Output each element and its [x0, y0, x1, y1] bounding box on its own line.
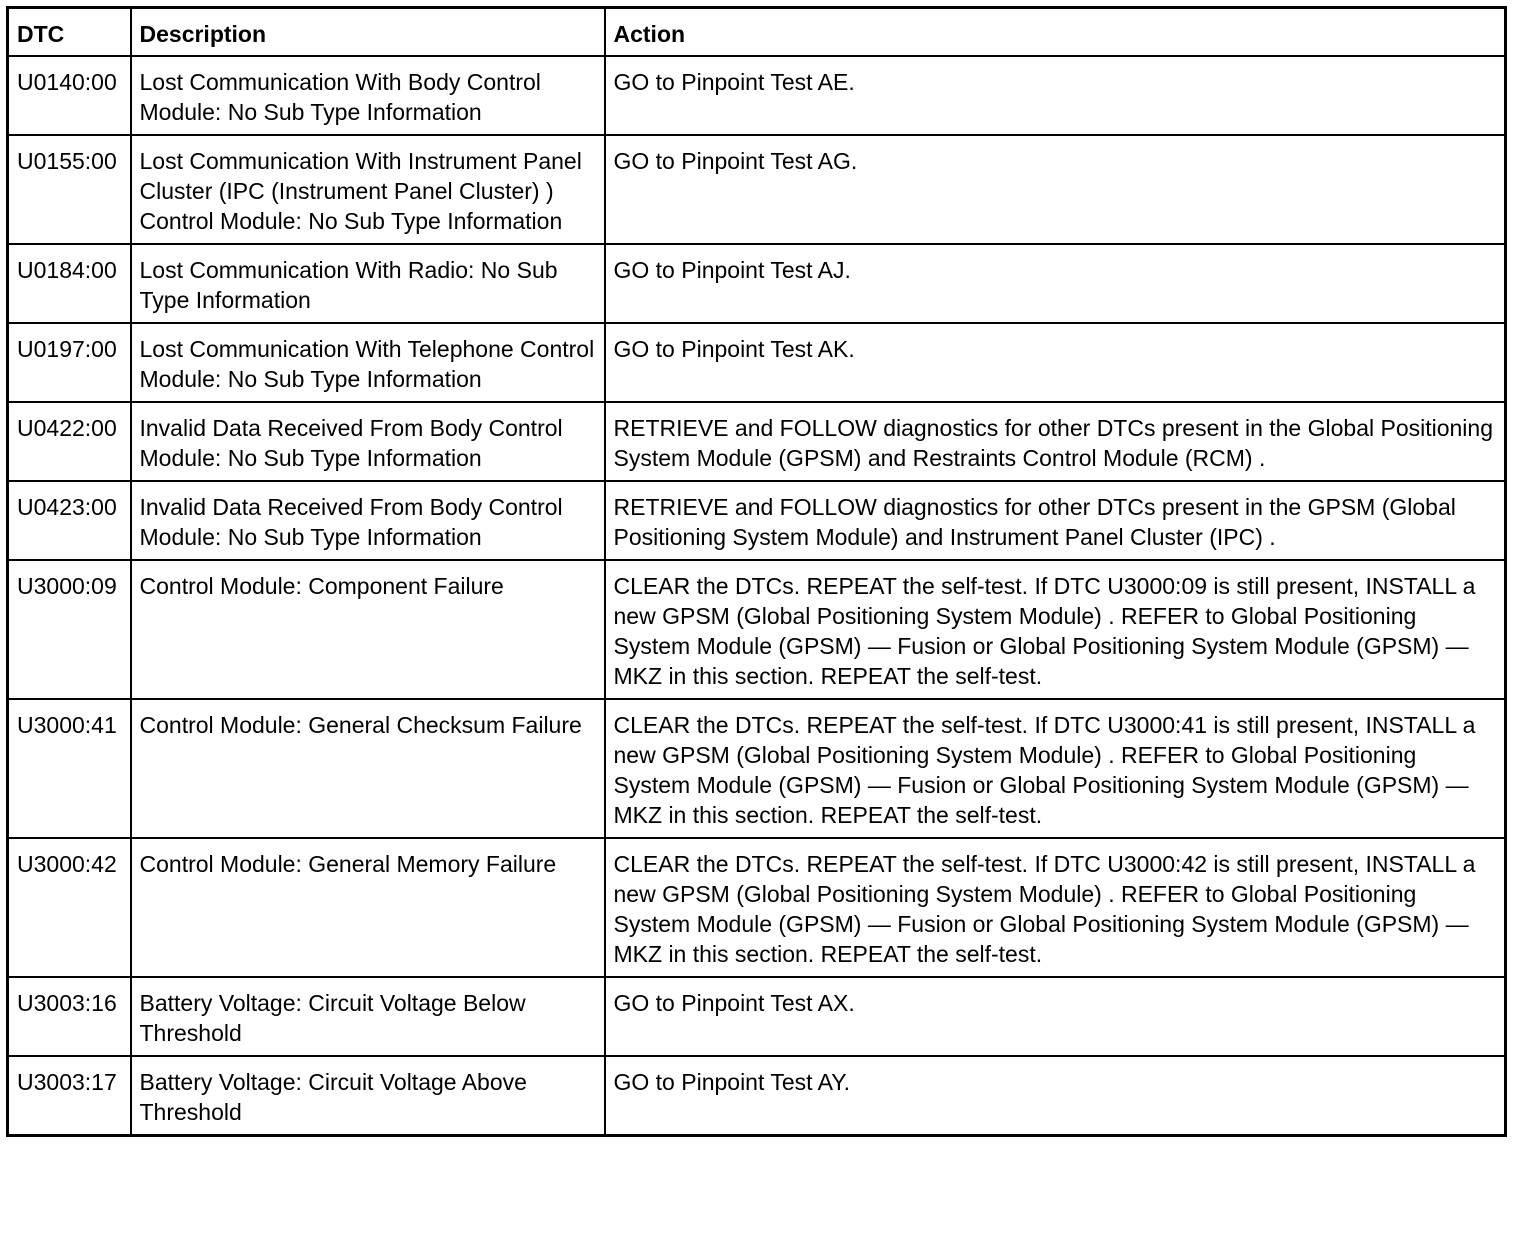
table-row: [8, 560, 1506, 699]
header-action: Action: [605, 8, 1506, 57]
action-cell: GO to Pinpoint Test AY.: [605, 1056, 1506, 1136]
header-description: Description: [131, 8, 605, 57]
dtc-code-cell: U0422:00: [8, 402, 131, 481]
table-row: [8, 481, 1506, 560]
description-cell: Lost Communication With Instrument Panel Cluster (IPC (Instrument Panel Cluster) ) Control Module: No Sub Type Information: [131, 135, 605, 244]
description-cell: Control Module: General Memory Failure: [131, 838, 605, 977]
action-cell: RETRIEVE and FOLLOW diagnostics for other DTCs present in the GPSM (Global Positioning System Module) and Instrument Panel Cluster (IPC) .: [605, 481, 1506, 560]
dtc-code-cell: U3000:41: [8, 699, 131, 838]
table-row: [8, 56, 1506, 135]
table-row: [8, 977, 1506, 1056]
description-cell: Invalid Data Received From Body Control Module: No Sub Type Information: [131, 402, 605, 481]
description-cell: Lost Communication With Body Control Module: No Sub Type Information: [131, 56, 605, 135]
table-row: [8, 135, 1506, 244]
description-cell: Battery Voltage: Circuit Voltage Below Threshold: [131, 977, 605, 1056]
table-row: [8, 402, 1506, 481]
action-cell: CLEAR the DTCs. REPEAT the self-test. If DTC U3000:09 is still present, INSTALL a new GPSM (Global Positioning System Module) . REFER to Global Positioning System Module (GPSM) — Fusion or Global Positioning System Module (GPSM) — MKZ in this section. REPEAT the self-test.: [605, 560, 1506, 699]
action-cell: RETRIEVE and FOLLOW diagnostics for other DTCs present in the Global Positioning System Module (GPSM) and Restraints Control Module (RCM) .: [605, 402, 1506, 481]
description-cell: Control Module: Component Failure: [131, 560, 605, 699]
dtc-code-cell: U3003:16: [8, 977, 131, 1056]
action-cell: GO to Pinpoint Test AK.: [605, 323, 1506, 402]
dtc-code-cell: U0155:00: [8, 135, 131, 244]
dtc-code-cell: U3003:17: [8, 1056, 131, 1136]
table-row: [8, 244, 1506, 323]
table-row: [8, 838, 1506, 977]
dtc-code-cell: U0140:00: [8, 56, 131, 135]
dtc-table: [6, 6, 1507, 1137]
table-row: [8, 1056, 1506, 1136]
dtc-code-cell: U0197:00: [8, 323, 131, 402]
action-cell: GO to Pinpoint Test AX.: [605, 977, 1506, 1056]
table-row: [8, 699, 1506, 838]
header-dtc: DTC: [8, 8, 131, 57]
description-cell: Lost Communication With Radio: No Sub Type Information: [131, 244, 605, 323]
description-cell: Battery Voltage: Circuit Voltage Above Threshold: [131, 1056, 605, 1136]
table-header-row: [8, 8, 1506, 57]
action-cell: CLEAR the DTCs. REPEAT the self-test. If DTC U3000:41 is still present, INSTALL a new GPSM (Global Positioning System Module) . REFER to Global Positioning System Module (GPSM) — Fusion or Global Positioning System Module (GPSM) — MKZ in this section. REPEAT the self-test.: [605, 699, 1506, 838]
dtc-code-cell: U3000:42: [8, 838, 131, 977]
dtc-code-cell: U0184:00: [8, 244, 131, 323]
action-cell: CLEAR the DTCs. REPEAT the self-test. If DTC U3000:42 is still present, INSTALL a new GPSM (Global Positioning System Module) . REFER to Global Positioning System Module (GPSM) — Fusion or Global Positioning System Module (GPSM) — MKZ in this section. REPEAT the self-test.: [605, 838, 1506, 977]
description-cell: Invalid Data Received From Body Control Module: No Sub Type Information: [131, 481, 605, 560]
dtc-code-cell: U0423:00: [8, 481, 131, 560]
action-cell: GO to Pinpoint Test AG.: [605, 135, 1506, 244]
description-cell: Control Module: General Checksum Failure: [131, 699, 605, 838]
dtc-code-cell: U3000:09: [8, 560, 131, 699]
action-cell: GO to Pinpoint Test AJ.: [605, 244, 1506, 323]
table-row: [8, 323, 1506, 402]
description-cell: Lost Communication With Telephone Control Module: No Sub Type Information: [131, 323, 605, 402]
action-cell: GO to Pinpoint Test AE.: [605, 56, 1506, 135]
